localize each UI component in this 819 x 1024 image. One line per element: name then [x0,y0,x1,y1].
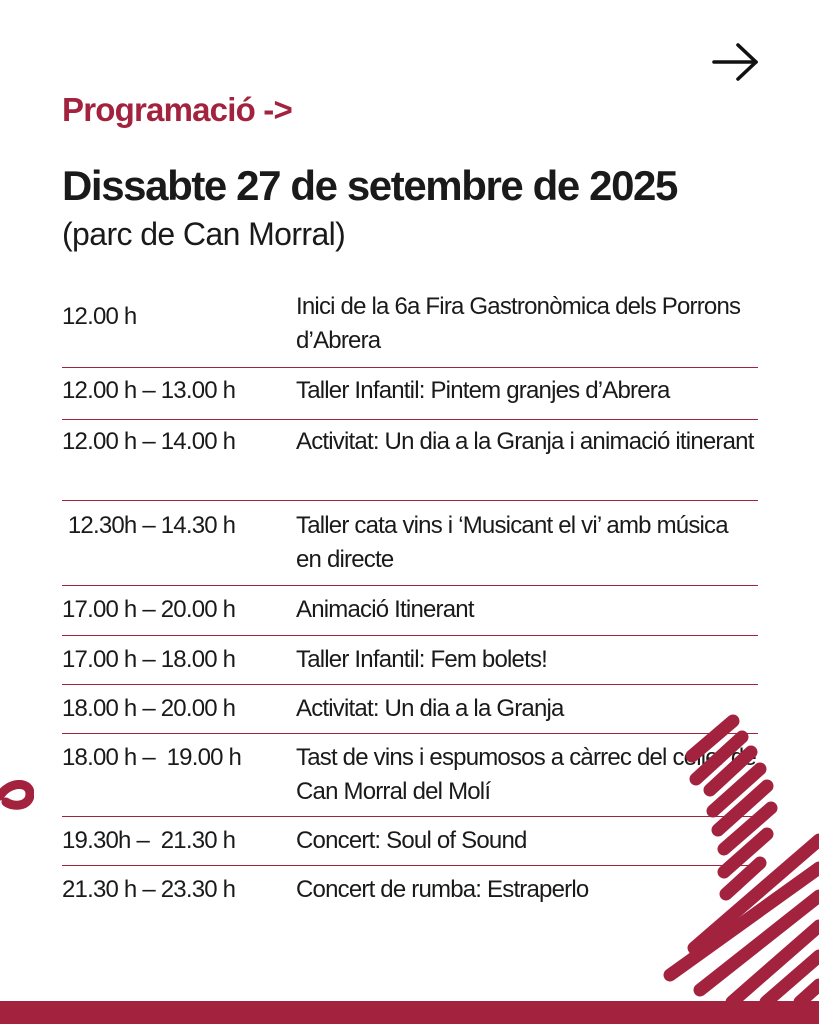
schedule-activity: Concert de rumba: Estraperlo [296,876,589,903]
bottom-bar [0,1001,819,1024]
partial-glyph-graphic [0,772,34,822]
schedule-activity: Activitat: Un dia a la Granja i animació itinerant [296,428,754,455]
schedule-time: 12.00 h [62,303,137,330]
schedule-time: 17.00 h – 18.00 h [62,646,236,673]
schedule-time: 21.30 h – 23.30 h [62,876,236,903]
schedule-row [62,420,758,501]
schedule-row [62,586,758,636]
schedule-time: 17.00 h – 20.00 h [62,596,236,623]
schedule-activity: Inici de la 6a Fira Gastronòmica dels Porrons d’Abrera [296,293,741,354]
schedule-row [62,285,758,368]
schedule-activity: Activitat: Un dia a la Granja [296,695,564,722]
diagonal-stripes-graphic [640,700,819,1001]
arrow-right-icon[interactable] [710,40,762,84]
schedule-time: 12.00 h – 13.00 h [62,377,236,404]
event-location: (parc de Can Morral) [62,216,346,252]
section-link-programacio[interactable]: Programació -> [62,91,292,128]
event-date-title: Dissabte 27 de setembre de 2025 [62,162,677,209]
schedule-row [62,636,758,685]
schedule-row [62,368,758,420]
schedule-time: 18.00 h – 19.00 h [62,744,242,771]
schedule-activity: Animació Itinerant [296,596,474,623]
schedule-time: 18.00 h – 20.00 h [62,695,236,722]
schedule-activity: Taller cata vins i ‘Musicant el vi’ amb música en directe [296,512,728,573]
schedule-time: 12.00 h – 14.00 h [62,428,236,455]
schedule-activity: Tast de vins i espumosos a càrrec del celler de Can Morral del Molí [296,744,756,805]
schedule-activity: Concert: Soul of Sound [296,827,527,854]
schedule-activity: Taller Infantil: Fem bolets! [296,646,548,673]
schedule-row [62,501,758,586]
schedule-activity: Taller Infantil: Pintem granjes d’Abrera [296,377,670,404]
schedule-time: 12.30h – 14.30 h [62,512,236,539]
schedule-time: 19.30h – 21.30 h [62,827,236,854]
